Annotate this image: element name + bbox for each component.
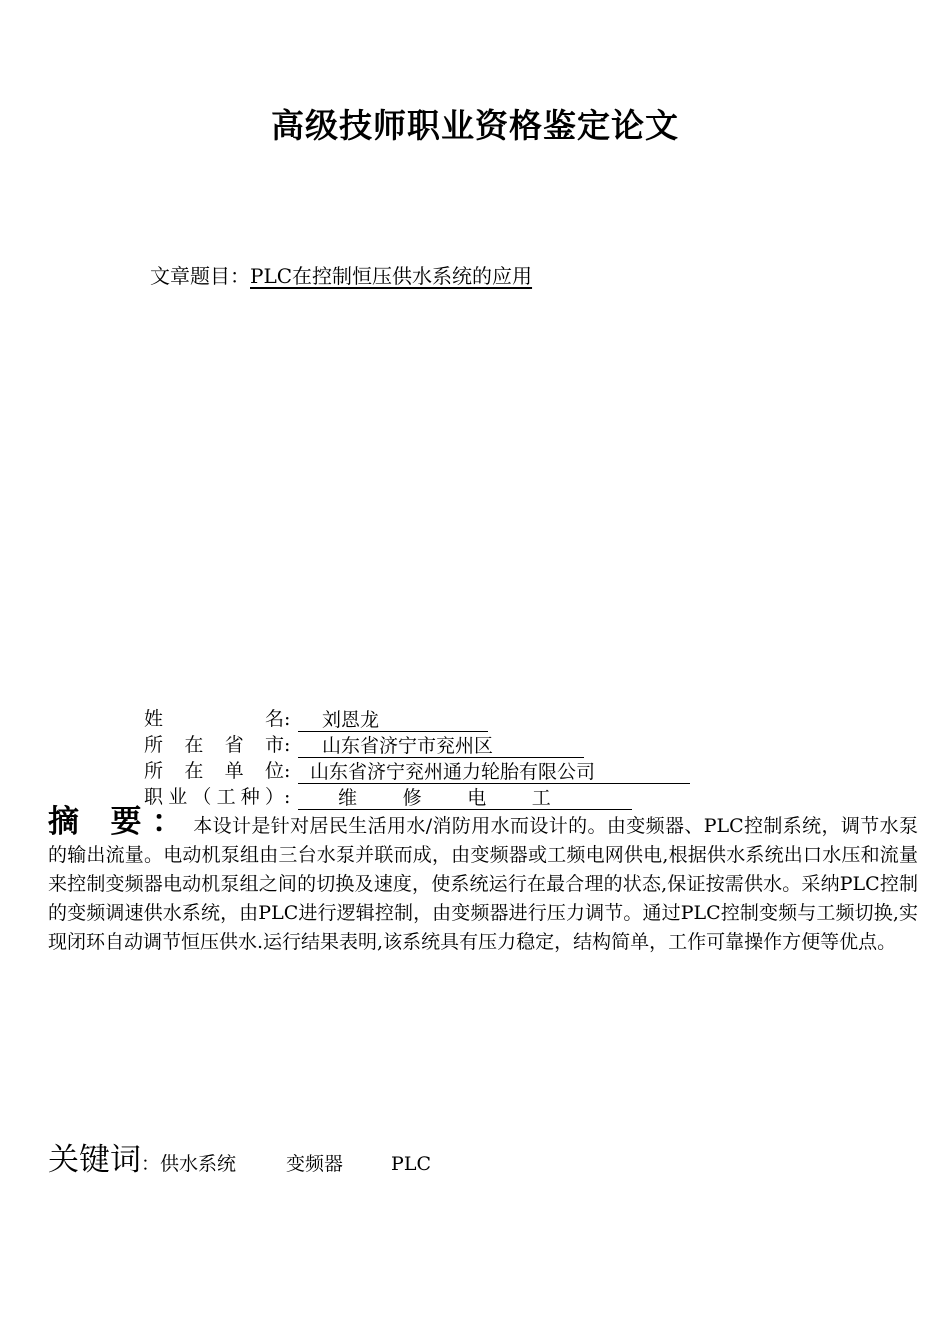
abstract-label: 摘 要： xyxy=(48,804,194,840)
abstract xyxy=(48,804,918,957)
document-title: 高级技师职业资格鉴定论文 xyxy=(271,106,679,145)
info-value-name: 刘恩龙 xyxy=(298,709,488,732)
info-colon: : xyxy=(284,786,291,808)
keywords-colon: ： xyxy=(141,1153,161,1175)
topic-value: PLC在控制恒压供水系统的应用 xyxy=(250,264,533,288)
topic-line xyxy=(150,260,532,289)
info-row-name xyxy=(144,706,690,732)
keywords xyxy=(48,1134,431,1179)
info-value-city: 山东省济宁市兖州区 xyxy=(298,735,584,758)
info-value-occupation: 维修电工 xyxy=(298,787,632,810)
info-colon: : xyxy=(284,760,291,782)
info-colon: : xyxy=(284,708,291,730)
info-label: 所在省市 xyxy=(144,734,284,756)
topic-label: 文章题目： xyxy=(150,264,250,288)
info-label: 所在单位 xyxy=(144,760,284,782)
abstract-text: 本设计是针对居民生活用水/消防用水而设计的。由变频器、PLC控制系统，调节水泵的输出流量。电动机泵组由三台水泵并联而成，由变频器或工频电网供电,根据供水系统出口水压和流量来控制变频器电动机泵组之间的切换及速度，使系统运行在最合理的状态,保证按需供水。采纳PLC控制的变频调速供水系统，由PLC进行逻辑控制，由变频器进行压力调节。通过PLC控制变频与工频切换,实现闭环自动调节恒压供水.运行结果表明,该系统具有压力稳定，结构简单，工作可靠操作方便等优点。 xyxy=(48,815,918,953)
info-label: 姓名 xyxy=(144,708,284,730)
info-row-occupation xyxy=(144,784,690,810)
info-value-company: 山东省济宁兖州通力轮胎有限公司 xyxy=(298,761,690,784)
info-row-city xyxy=(144,732,690,758)
info-label: 职业（工种） xyxy=(144,786,284,808)
info-row-company xyxy=(144,758,690,784)
keyword-item: PLC xyxy=(391,1153,431,1175)
keyword-item: 供水系统 xyxy=(160,1153,237,1175)
keyword-item: 变频器 xyxy=(286,1153,344,1175)
info-colon: : xyxy=(284,734,291,756)
author-info xyxy=(144,706,690,810)
keywords-label: 关键词 xyxy=(48,1142,141,1178)
